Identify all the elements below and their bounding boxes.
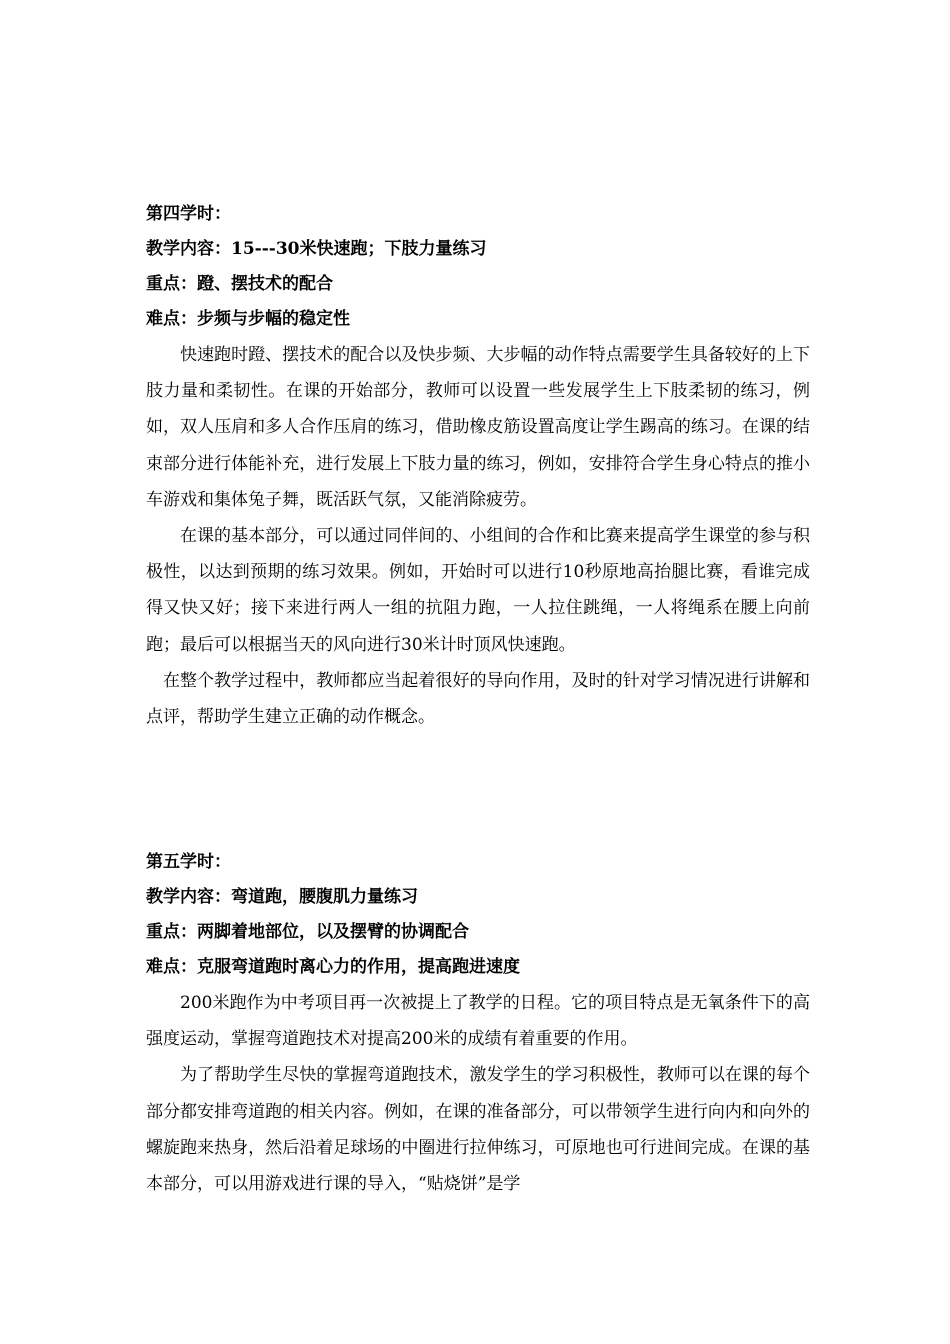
lesson-4-content: 教学内容：15---30米快速跑；下肢力量练习 — [146, 239, 487, 259]
lesson-4-paragraph-2: 在课的基本部分，可以通过同伴间的、小组间的合作和比赛来提高学生课堂的参与积极性，以达到预期的练习效果。例如，开始时可以进行10秒原地高抬腿比赛，看谁完成得又快又好；接下来进行两人一组的抗阻力跑，一人拉住跳绳，一人将绳系在腰上向前跑；最后可以根据当天的风向进行30米计时顶风快速跑。 — [146, 526, 810, 655]
lesson-5-title: 第五学时： — [146, 852, 231, 872]
lesson-5-content: 教学内容：弯道跑，腰腹肌力量练习 — [146, 887, 418, 907]
lesson-5-paragraph-1: 200米跑作为中考项目再一次被提上了教学的日程。它的项目特点是无氧条件下的高强度运动，掌握弯道跑技术对提高200米的成绩有着重要的作用。 — [146, 993, 810, 1050]
lesson-5-difficulty: 难点：克服弯道跑时离心力的作用，提高跑进速度 — [146, 957, 520, 977]
lesson-4-paragraph-3: 在整个教学过程中，教师都应当起着很好的导向作用，及时的针对学习情况进行讲解和点评，帮助学生建立正确的动作概念。 — [146, 670, 810, 728]
lesson-4-title: 第四学时： — [146, 204, 231, 224]
lesson-5-key-point: 重点：两脚着地部位，以及摆臂的协调配合 — [146, 922, 469, 942]
lesson-4-difficulty: 难点：步频与步幅的稳定性 — [146, 309, 350, 329]
lesson-4-paragraph-1: 快速跑时蹬、摆技术的配合以及快步频、大步幅的动作特点需要学生具备较好的上下肢力量和柔韧性。在课的开始部分，教师可以设置一些发展学生上下肢柔韧的练习，例如，双人压肩和多人合作压肩的练习，借助橡皮筋设置高度让学生踢高的练习。在课的结束部分进行体能补充，进行发展上下肢力量的练习，例如，安排符合学生身心特点的推小车游戏和集体兔子舞，既活跃气氛，又能消除疲劳。 — [146, 345, 810, 510]
lesson-5-section — [146, 845, 810, 1202]
lesson-4-key-point: 重点：蹬、摆技术的配合 — [146, 274, 333, 294]
lesson-4-section — [146, 197, 810, 735]
lesson-5-paragraph-2: 为了帮助学生尽快的掌握弯道跑技术，激发学生的学习积极性，教师可以在课的每个部分都安排弯道跑的相关内容。例如，在课的准备部分，可以带领学生进行向内和向外的螺旋跑来热身，然后沿着足球场的中圈进行拉伸练习，可原地也可行进间完成。在课的基本部分，可以用游戏进行课的导入，“贴烧饼”是学 — [146, 1065, 810, 1195]
